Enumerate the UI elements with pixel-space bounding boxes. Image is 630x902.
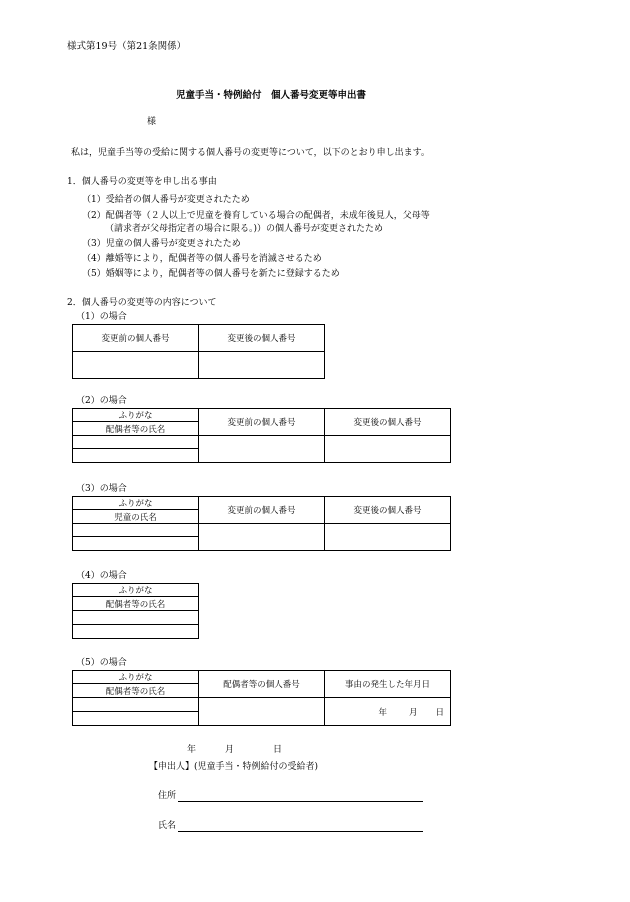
case4-name-input[interactable] xyxy=(73,625,199,639)
reason-3: （3）児童の個人番号が変更されたため xyxy=(82,239,241,249)
case2-before-digits[interactable] xyxy=(199,436,325,463)
case5-date-input[interactable] xyxy=(325,698,451,726)
case1-table xyxy=(72,324,325,379)
case5-name-header: 配偶者等の氏名 xyxy=(73,684,199,698)
case4-furigana-header: ふりがな xyxy=(73,584,199,597)
address-label: 住所 xyxy=(158,791,177,801)
case2-label: （2）の場合 xyxy=(76,396,127,406)
case5-name-input[interactable] xyxy=(73,712,199,726)
reason-2-cont: （請求者が父母指定者の場合に限る。)）の個人番号が変更されたため xyxy=(105,224,384,234)
case4-furigana-input[interactable] xyxy=(73,611,199,625)
case2-before-header: 変更前の個人番号 xyxy=(199,409,325,436)
case5-number-digits[interactable] xyxy=(199,698,325,726)
reason-2: （2）配偶者等（２人以上で児童を養育している場合の配偶者，未成年後見人，父母等 xyxy=(82,211,430,221)
name-label: 氏名 xyxy=(158,821,177,831)
case2-table xyxy=(72,408,451,463)
reason-4: （4）離婚等により，配偶者等の個人番号を消滅させるため xyxy=(82,254,322,264)
case5-date-header: 事由の発生した年月日 xyxy=(325,671,451,698)
case2-furigana-input[interactable] xyxy=(73,436,199,449)
footer-day: 日 xyxy=(273,745,283,755)
reason-1: （1）受給者の個人番号が変更されたため xyxy=(82,195,250,205)
intro-text: 私は，児童手当等の受給に関する個人番号の変更等について，以下のとおり申し出ます。 xyxy=(71,148,430,158)
case4-table xyxy=(72,583,199,639)
case3-name-input[interactable] xyxy=(73,537,199,551)
case1-before-digits[interactable] xyxy=(73,352,199,379)
case3-after-header: 変更後の個人番号 xyxy=(325,497,451,524)
address-input[interactable] xyxy=(178,801,423,802)
case3-table xyxy=(72,496,451,551)
name-input[interactable] xyxy=(178,831,423,832)
footer-month: 月 xyxy=(225,745,235,755)
case2-after-header: 変更後の個人番号 xyxy=(325,409,451,436)
applicant-label: 【申出人】(児童手当・特例給付の受給者) xyxy=(149,762,319,772)
case2-name-header: 配偶者等の氏名 xyxy=(73,422,199,436)
case2-name-input[interactable] xyxy=(73,449,199,463)
case5-table xyxy=(72,670,451,726)
case2-after-digits[interactable] xyxy=(325,436,451,463)
form-number: 様式第19号（第21条関係） xyxy=(67,41,187,52)
section2-heading: 2．個人番号の変更等の内容について xyxy=(67,298,217,308)
document-title: 児童手当・特例給付 個人番号変更等申出書 xyxy=(176,90,367,101)
case2-furigana-header: ふりがな xyxy=(73,409,199,422)
case3-before-digits[interactable] xyxy=(199,524,325,551)
case5-furigana-header: ふりがな xyxy=(73,671,199,684)
case5-number-header: 配偶者等の個人番号 xyxy=(199,671,325,698)
case3-furigana-input[interactable] xyxy=(73,524,199,537)
case3-before-header: 変更前の個人番号 xyxy=(199,497,325,524)
case3-label: （3）の場合 xyxy=(76,484,127,494)
case4-name-header: 配偶者等の氏名 xyxy=(73,597,199,611)
reason-5: （5）婚姻等により，配偶者等の個人番号を新たに登録するため xyxy=(82,269,340,279)
case1-before-header: 変更前の個人番号 xyxy=(73,325,199,352)
case4-label: （4）の場合 xyxy=(76,571,127,581)
case3-after-digits[interactable] xyxy=(325,524,451,551)
case1-after-header: 変更後の個人番号 xyxy=(199,325,325,352)
case5-month: 月 xyxy=(408,707,418,718)
case1-after-digits[interactable] xyxy=(199,352,325,379)
case5-furigana-input[interactable] xyxy=(73,698,199,712)
case1-label: （1）の場合 xyxy=(76,312,127,322)
case5-year: 年 xyxy=(378,707,387,718)
addressee-suffix: 様 xyxy=(147,117,157,127)
case3-furigana-header: ふりがな xyxy=(73,497,199,510)
footer-year: 年 xyxy=(187,745,197,755)
case3-name-header: 児童の氏名 xyxy=(73,510,199,524)
section1-heading: 1．個人番号の変更等を申し出る事由 xyxy=(67,177,217,187)
case5-label: （5）の場合 xyxy=(76,658,127,668)
case5-day: 日 xyxy=(435,707,444,718)
